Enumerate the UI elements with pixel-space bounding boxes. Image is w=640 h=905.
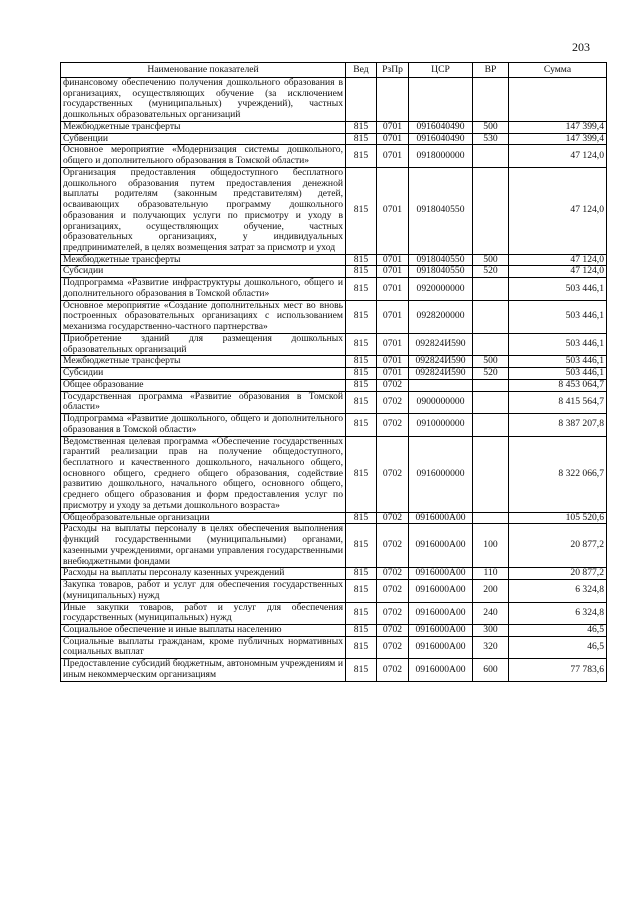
- cell-ved: 815: [346, 659, 377, 681]
- cell-rzpr: 0701: [377, 133, 409, 145]
- cell-csr: 0918040550: [409, 167, 473, 254]
- cell-ved: 815: [346, 254, 377, 266]
- cell-name: Расходы на выплаты персоналу казенных учреждений: [61, 568, 346, 580]
- cell-vr: 200: [473, 580, 509, 602]
- table-row: [61, 659, 607, 681]
- cell-name: Закупка товаров, работ и услуг для обеспечения государственных (муниципальных) нужд: [61, 580, 346, 602]
- cell-rzpr: 0701: [377, 356, 409, 368]
- cell-name: Межбюджетные трансферты: [61, 254, 346, 266]
- cell-sum: 77 783,6: [509, 659, 607, 681]
- cell-vr: 520: [473, 368, 509, 380]
- cell-ved: 815: [346, 512, 377, 524]
- cell-sum: 8 322 066,7: [509, 436, 607, 512]
- table-row: [61, 512, 607, 524]
- cell-name: Государственная программа «Развитие образования в Томской области»: [61, 391, 346, 413]
- table-body: [61, 78, 607, 682]
- cell-vr: [473, 333, 509, 355]
- cell-rzpr: 0701: [377, 368, 409, 380]
- cell-csr: 0920000000: [409, 278, 473, 300]
- header-vr: ВР: [473, 63, 509, 78]
- cell-rzpr: 0701: [377, 167, 409, 254]
- cell-ved: 815: [346, 379, 377, 391]
- table-row: [61, 391, 607, 413]
- table-row: [61, 278, 607, 300]
- table-row: [61, 133, 607, 145]
- cell-csr: 0928200000: [409, 300, 473, 333]
- cell-vr: [473, 512, 509, 524]
- cell-ved: 815: [346, 300, 377, 333]
- cell-rzpr: 0702: [377, 568, 409, 580]
- cell-vr: [473, 414, 509, 436]
- table-row: [61, 568, 607, 580]
- cell-ved: 815: [346, 436, 377, 512]
- cell-rzpr: 0702: [377, 391, 409, 413]
- cell-sum: 47 124,0: [509, 167, 607, 254]
- cell-rzpr: 0702: [377, 624, 409, 636]
- budget-table: [60, 62, 607, 682]
- cell-name: Основное мероприятие «Создание дополнительных мест во вновь построенных образовательных организациях с использованием механизма государственно-частного партнерства»: [61, 300, 346, 333]
- cell-sum: 105 520,6: [509, 512, 607, 524]
- header-name: Наименование показателей: [61, 63, 346, 78]
- table-row: [61, 436, 607, 512]
- table-row: [61, 266, 607, 278]
- table-row: [61, 379, 607, 391]
- table-row: [61, 145, 607, 167]
- cell-rzpr: 0701: [377, 278, 409, 300]
- page-number: 203: [572, 40, 590, 54]
- cell-ved: 815: [346, 568, 377, 580]
- table-row: [61, 624, 607, 636]
- table-row: [61, 636, 607, 658]
- cell-sum: 47 124,0: [509, 145, 607, 167]
- cell-rzpr: 0702: [377, 602, 409, 624]
- cell-csr: 0900000000: [409, 391, 473, 413]
- table-row: [61, 414, 607, 436]
- cell-csr: 0918000000: [409, 145, 473, 167]
- cell-vr: 240: [473, 602, 509, 624]
- cell-name: Иные закупки товаров, работ и услуг для обеспечения государственных (муниципальных) нужд: [61, 602, 346, 624]
- cell-ved: 815: [346, 624, 377, 636]
- cell-vr: 500: [473, 254, 509, 266]
- cell-ved: 815: [346, 602, 377, 624]
- cell-ved: 815: [346, 266, 377, 278]
- cell-name: Ведомственная целевая программа «Обеспечение государственных гарантий реализации прав на получение общедоступного, бесплатного и качественного дошкольного, начального общего, основного общего, среднего общего образования, содействие развитию дошкольного, начального общего, основного общего, среднего общего образования и форм предоставления услуг по присмотру и уходу за детьми дошкольного возраста»: [61, 436, 346, 512]
- cell-ved: 815: [346, 391, 377, 413]
- cell-name: Расходы на выплаты персоналу в целях обеспечения выполнения функций государственными (муниципальными) органами, казенными учреждениями, органами управления государственными внебюджетными фондами: [61, 524, 346, 568]
- cell-vr: [473, 436, 509, 512]
- table-row: [61, 300, 607, 333]
- cell-vr: [473, 78, 509, 122]
- table-row: [61, 167, 607, 254]
- cell-rzpr: 0702: [377, 512, 409, 524]
- cell-csr: 0916000А00: [409, 659, 473, 681]
- cell-csr: [409, 78, 473, 122]
- cell-ved: 815: [346, 133, 377, 145]
- header-sum: Сумма: [509, 63, 607, 78]
- table-row: [61, 333, 607, 355]
- cell-name: Межбюджетные трансферты: [61, 121, 346, 133]
- cell-sum: 8 387 207,8: [509, 414, 607, 436]
- cell-name: финансовому обеспечению получения дошкольного образования в организациях, осуществляющих обучение (за исключением государственных (муниципальных) учреждений), частных дошкольных образовательных организаций: [61, 78, 346, 122]
- cell-ved: 815: [346, 333, 377, 355]
- cell-csr: [409, 379, 473, 391]
- cell-vr: [473, 167, 509, 254]
- cell-sum: [509, 78, 607, 122]
- cell-csr: 0918040550: [409, 254, 473, 266]
- cell-sum: 47 124,0: [509, 266, 607, 278]
- cell-csr: 0916000А00: [409, 524, 473, 568]
- table-row: [61, 121, 607, 133]
- cell-rzpr: 0702: [377, 636, 409, 658]
- cell-vr: [473, 278, 509, 300]
- cell-rzpr: [377, 78, 409, 122]
- cell-ved: 815: [346, 121, 377, 133]
- cell-ved: [346, 78, 377, 122]
- cell-csr: 0916000А00: [409, 636, 473, 658]
- header-ved: Вед: [346, 63, 377, 78]
- cell-sum: 147 399,4: [509, 133, 607, 145]
- cell-ved: 815: [346, 636, 377, 658]
- cell-csr: 092824И590: [409, 356, 473, 368]
- cell-sum: 8 453 064,7: [509, 379, 607, 391]
- cell-csr: 0916000А00: [409, 512, 473, 524]
- table-row: [61, 356, 607, 368]
- cell-vr: 320: [473, 636, 509, 658]
- cell-csr: 092824И590: [409, 368, 473, 380]
- cell-sum: 503 446,1: [509, 356, 607, 368]
- cell-rzpr: 0701: [377, 266, 409, 278]
- cell-name: Субсидии: [61, 368, 346, 380]
- cell-ved: 815: [346, 145, 377, 167]
- cell-name: Предоставление субсидий бюджетным, автономным учреждениям и иным некоммерческим организациям: [61, 659, 346, 681]
- table-row: [61, 602, 607, 624]
- cell-name: Основное мероприятие «Модернизация системы дошкольного, общего и дополнительного образования в Томской области»: [61, 145, 346, 167]
- header-rzpr: РзПр: [377, 63, 409, 78]
- cell-ved: 815: [346, 167, 377, 254]
- cell-csr: 0916000А00: [409, 568, 473, 580]
- table-row: [61, 524, 607, 568]
- cell-sum: 147 399,4: [509, 121, 607, 133]
- cell-sum: 503 446,1: [509, 368, 607, 380]
- cell-name: Социальные выплаты гражданам, кроме публичных нормативных социальных выплат: [61, 636, 346, 658]
- table-row: [61, 368, 607, 380]
- cell-ved: 815: [346, 356, 377, 368]
- cell-vr: 300: [473, 624, 509, 636]
- cell-sum: 503 446,1: [509, 278, 607, 300]
- table-header: [61, 63, 607, 78]
- cell-sum: 46,5: [509, 624, 607, 636]
- cell-csr: 0916000А00: [409, 580, 473, 602]
- cell-ved: 815: [346, 278, 377, 300]
- cell-rzpr: 0701: [377, 254, 409, 266]
- cell-name: Приобретение зданий для размещения дошкольных образовательных организаций: [61, 333, 346, 355]
- cell-name: Общее образование: [61, 379, 346, 391]
- cell-ved: 815: [346, 580, 377, 602]
- cell-vr: 500: [473, 356, 509, 368]
- cell-name: Подпрограмма «Развитие инфраструктуры дошкольного, общего и дополнительного образования в Томской области»: [61, 278, 346, 300]
- cell-sum: 6 324,8: [509, 602, 607, 624]
- table-row: [61, 254, 607, 266]
- cell-csr: 0916040490: [409, 133, 473, 145]
- table-row: [61, 580, 607, 602]
- cell-rzpr: 0702: [377, 580, 409, 602]
- cell-rzpr: 0702: [377, 436, 409, 512]
- cell-csr: 0916000А00: [409, 602, 473, 624]
- cell-rzpr: 0702: [377, 414, 409, 436]
- cell-sum: 47 124,0: [509, 254, 607, 266]
- cell-ved: 815: [346, 524, 377, 568]
- cell-ved: 815: [346, 368, 377, 380]
- cell-rzpr: 0702: [377, 379, 409, 391]
- cell-vr: 100: [473, 524, 509, 568]
- table-row: [61, 78, 607, 122]
- cell-name: Межбюджетные трансферты: [61, 356, 346, 368]
- cell-rzpr: 0701: [377, 333, 409, 355]
- cell-csr: 0916040490: [409, 121, 473, 133]
- cell-rzpr: 0702: [377, 524, 409, 568]
- cell-rzpr: 0701: [377, 121, 409, 133]
- cell-vr: 600: [473, 659, 509, 681]
- cell-sum: 6 324,8: [509, 580, 607, 602]
- cell-vr: [473, 300, 509, 333]
- cell-sum: 46,5: [509, 636, 607, 658]
- cell-csr: 0916000000: [409, 436, 473, 512]
- cell-rzpr: 0701: [377, 300, 409, 333]
- cell-vr: 520: [473, 266, 509, 278]
- cell-rzpr: 0701: [377, 145, 409, 167]
- cell-name: Социальное обеспечение и иные выплаты населению: [61, 624, 346, 636]
- cell-rzpr: 0702: [377, 659, 409, 681]
- cell-vr: [473, 391, 509, 413]
- cell-vr: 530: [473, 133, 509, 145]
- cell-sum: 503 446,1: [509, 333, 607, 355]
- cell-name: Субвенции: [61, 133, 346, 145]
- header-row: [61, 63, 607, 78]
- cell-ved: 815: [346, 414, 377, 436]
- cell-csr: 0918040550: [409, 266, 473, 278]
- cell-name: Субсидии: [61, 266, 346, 278]
- cell-name: Общеобразовательные организации: [61, 512, 346, 524]
- cell-csr: 0910000000: [409, 414, 473, 436]
- cell-name: Организация предоставления общедоступного бесплатного дошкольного образования путем предоставления денежной выплаты родителям (законным представителям) детей, осваивающих образовательную программу дошкольного образования и получающих услуги по присмотру и уходу в организациях, осуществляющих обучение, частных образовательных организациях, у индивидуальных предпринимателей, в целях возмещения затрат за присмотр и уход: [61, 167, 346, 254]
- cell-vr: [473, 145, 509, 167]
- cell-vr: 110: [473, 568, 509, 580]
- cell-sum: 8 415 564,7: [509, 391, 607, 413]
- cell-sum: 503 446,1: [509, 300, 607, 333]
- header-csr: ЦСР: [409, 63, 473, 78]
- cell-csr: 0916000А00: [409, 624, 473, 636]
- cell-name: Подпрограмма «Развитие дошкольного, общего и дополнительного образования в Томской области»: [61, 414, 346, 436]
- cell-sum: 20 877,2: [509, 524, 607, 568]
- cell-csr: 092824И590: [409, 333, 473, 355]
- cell-vr: 500: [473, 121, 509, 133]
- cell-vr: [473, 379, 509, 391]
- cell-sum: 20 877,2: [509, 568, 607, 580]
